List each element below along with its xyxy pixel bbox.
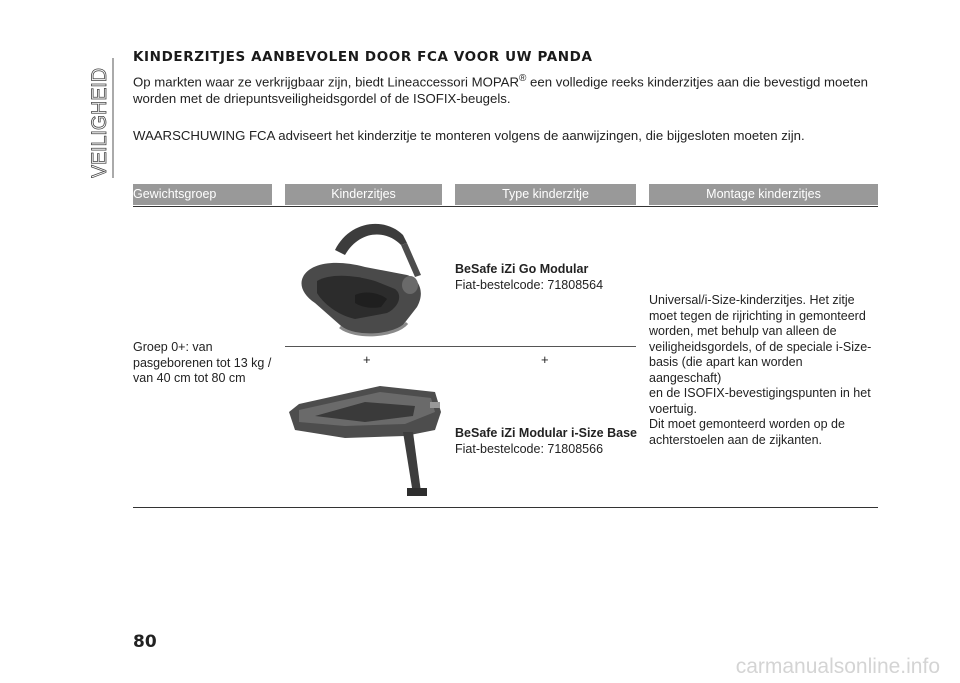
- watermark: carmanualsonline.info: [735, 655, 940, 678]
- seat-1-name: BeSafe iZi Go Modular: [455, 262, 589, 276]
- mounting-line-1: Universal/i-Size-kinderzitjes. Het zitje: [649, 293, 855, 307]
- side-label-text: VEILIGHEID: [88, 60, 111, 178]
- table-bottom-rule: [133, 507, 878, 508]
- header-divider: [133, 206, 878, 207]
- section-title: KINDERZITJES AANBEVOLEN DOOR FCA VOOR UW PANDA: [133, 49, 593, 65]
- mounting-line-3: worden, met behulp van alleen de: [649, 324, 837, 338]
- plus-sign-right: +: [541, 352, 549, 367]
- mounting-line-7: voertuig.: [649, 401, 697, 416]
- seat-1-info: [455, 262, 603, 293]
- header-seat-type: Type kinderzitje: [455, 184, 636, 205]
- mounting-line-4: veiligheidsgordels, of de speciale i-Size-: [649, 339, 872, 354]
- mounting-line-8: Dit moet gemonteerd worden op de: [649, 417, 845, 431]
- infant-carrier-image: [295, 215, 435, 345]
- seat-1-code: Fiat-bestelcode: 71808564: [455, 277, 604, 292]
- plus-sign-left: +: [363, 352, 371, 367]
- weight-group-line-3: van 40 cm tot 80 cm: [133, 371, 246, 385]
- mounting-line-6: en de ISOFIX-bevestigingspunten in het: [649, 386, 871, 400]
- header-mounting: Montage kinderzitjes: [649, 184, 878, 205]
- registered-mark: ®: [519, 73, 527, 84]
- weight-group-line-2: pasgeborenen tot 13 kg /: [133, 355, 272, 370]
- section-side-label: [82, 58, 122, 178]
- intro-paragraph: [133, 70, 878, 107]
- mounting-line-9: achterstoelen aan de zijkanten.: [649, 432, 823, 447]
- row-divider: [285, 346, 636, 347]
- isize-base-image: [285, 372, 445, 507]
- page-number: 80: [133, 632, 157, 652]
- intro-text-end: een volledige reeks kinderzitjes aan die bevestigd moeten worden met de driepuntsveiligheidsgordel of de ISOFIX-beugels.: [133, 74, 869, 107]
- seat-2-name: BeSafe iZi Modular i-Size Base: [455, 426, 637, 440]
- warning-text: WAARSCHUWING FCA adviseert het kinderzitje te monteren volgens de aanwijzingen, die bijgesloten moeten zijn.: [133, 128, 805, 143]
- mounting-description: [649, 293, 878, 448]
- seat-2-code: Fiat-bestelcode: 71808566: [455, 441, 604, 456]
- header-child-seats: Kinderzitjes: [285, 184, 442, 205]
- weight-group-line-1: Groep 0+: van: [133, 340, 213, 354]
- weight-group-cell: [133, 340, 278, 387]
- seat-2-info: [455, 426, 637, 457]
- intro-text-start: Op markten waar ze verkrijgbaar zijn, biedt Lineaccessori MOPAR: [133, 74, 520, 90]
- header-weight-group: Gewichtsgroep: [133, 184, 272, 205]
- mounting-line-2: moet tegen de rijrichting in gemonteerd: [649, 308, 866, 323]
- mounting-line-5: basis (die apart kan worden aangeschaft): [649, 355, 803, 385]
